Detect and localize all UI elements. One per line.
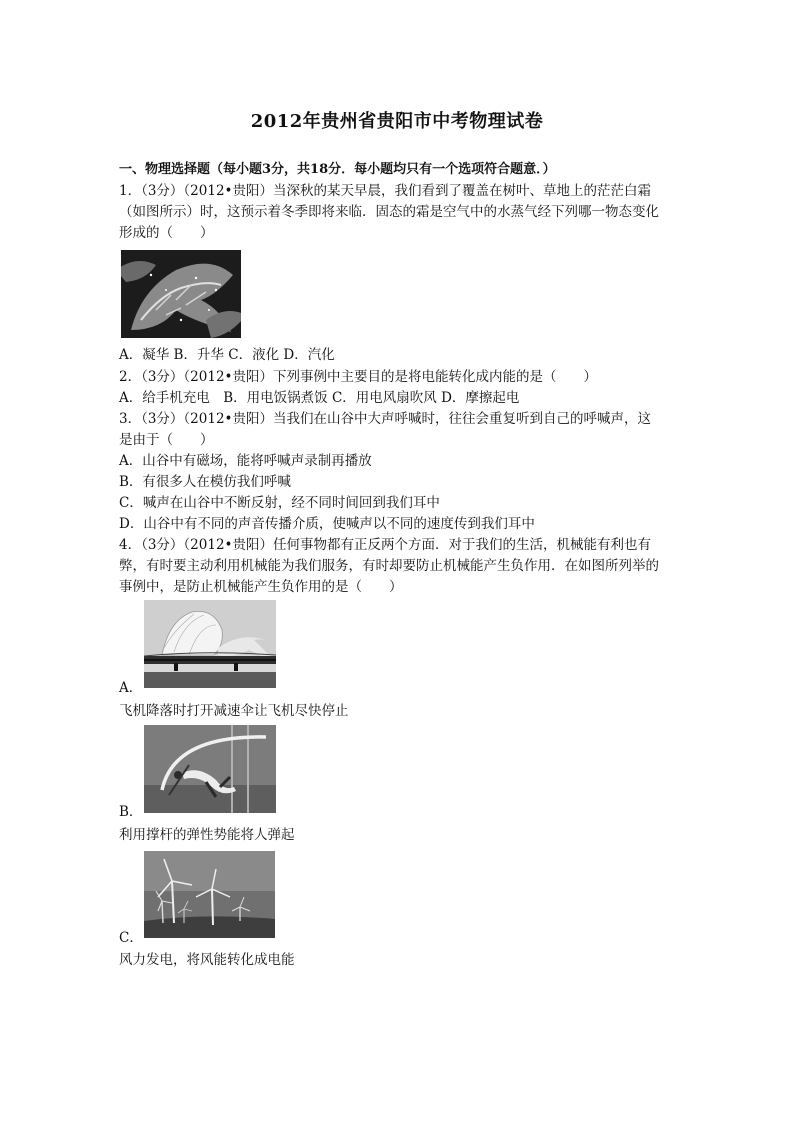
- q4-option-a-label: A．: [119, 680, 143, 696]
- q3-option-d: D．山谷中有不同的声音传播介质，使喊声以不同的速度传到我们耳中: [119, 516, 535, 532]
- q1-line-2: （如图所示）时，这预示着冬季即将来临．固态的霜是空气中的水蒸气经下列哪一物态变化: [119, 204, 659, 220]
- q2-options: A．给手机充电 B．用电饭锅煮饭 C．用电风扇吹风 D．摩擦起电: [119, 390, 520, 406]
- section-heading: 一、物理选择题（每小题3分，共18分．每小题均只有一个选项符合题意．）: [119, 162, 556, 177]
- q1-line-3: 形成的（ ）: [119, 225, 214, 241]
- q4-option-c-text: 风力发电，将风能转化成电能: [119, 952, 295, 968]
- q3-line-1: 3．（3分）（2012•贵阳）当我们在山谷中大声呼喊时，往往会重复听到自己的呼喊声，这: [119, 411, 651, 427]
- q3-option-a: A．山谷中有磁场，能将呼喊声录制再播放: [119, 453, 372, 469]
- q3-line-2: 是由于（ ）: [119, 432, 214, 448]
- q1-line-1: 1．（3分）（2012•贵阳）当深秋的某天早晨，我们看到了覆盖在树叶、草地上的茫茫白霜: [119, 183, 651, 199]
- q4-line-2: 弊，有时要主动利用机械能为我们服务，有时却要防止机械能产生负作用．在如图所列举的: [119, 558, 659, 574]
- q4-option-b-label: B．: [119, 804, 143, 820]
- wind-turbine-photo: [144, 851, 275, 938]
- q3-option-c: C．喊声在山谷中不断反射，经不同时间回到我们耳中: [119, 495, 440, 511]
- q4-option-a-text: 飞机降落时打开减速伞让飞机尽快停止: [119, 703, 349, 719]
- q3-option-b: B．有很多人在模仿我们呼喊: [119, 474, 291, 490]
- q1-options: A．凝华 B．升华 C．液化 D．汽化: [119, 347, 335, 363]
- q4-line-1: 4．（3分）（2012•贵阳）任何事物都有正反两个方面．对于我们的生活，机械能有利也有: [119, 537, 651, 553]
- frost-leaf-photo: [121, 250, 241, 338]
- q4-line-3: 事例中，是防止机械能产生负作用的是（ ）: [119, 579, 403, 595]
- parachute-plane-photo: [144, 600, 276, 688]
- pole-vault-photo: [144, 725, 276, 813]
- page-title: 2012年贵州省贵阳市中考物理试卷: [250, 111, 544, 132]
- q4-option-b-text: 利用撑杆的弹性势能将人弹起: [119, 827, 295, 843]
- q4-option-c-label: C．: [119, 930, 143, 946]
- q2-line-1: 2．（3分）（2012•贵阳）下列事例中主要目的是将电能转化成内能的是（ ）: [119, 369, 597, 385]
